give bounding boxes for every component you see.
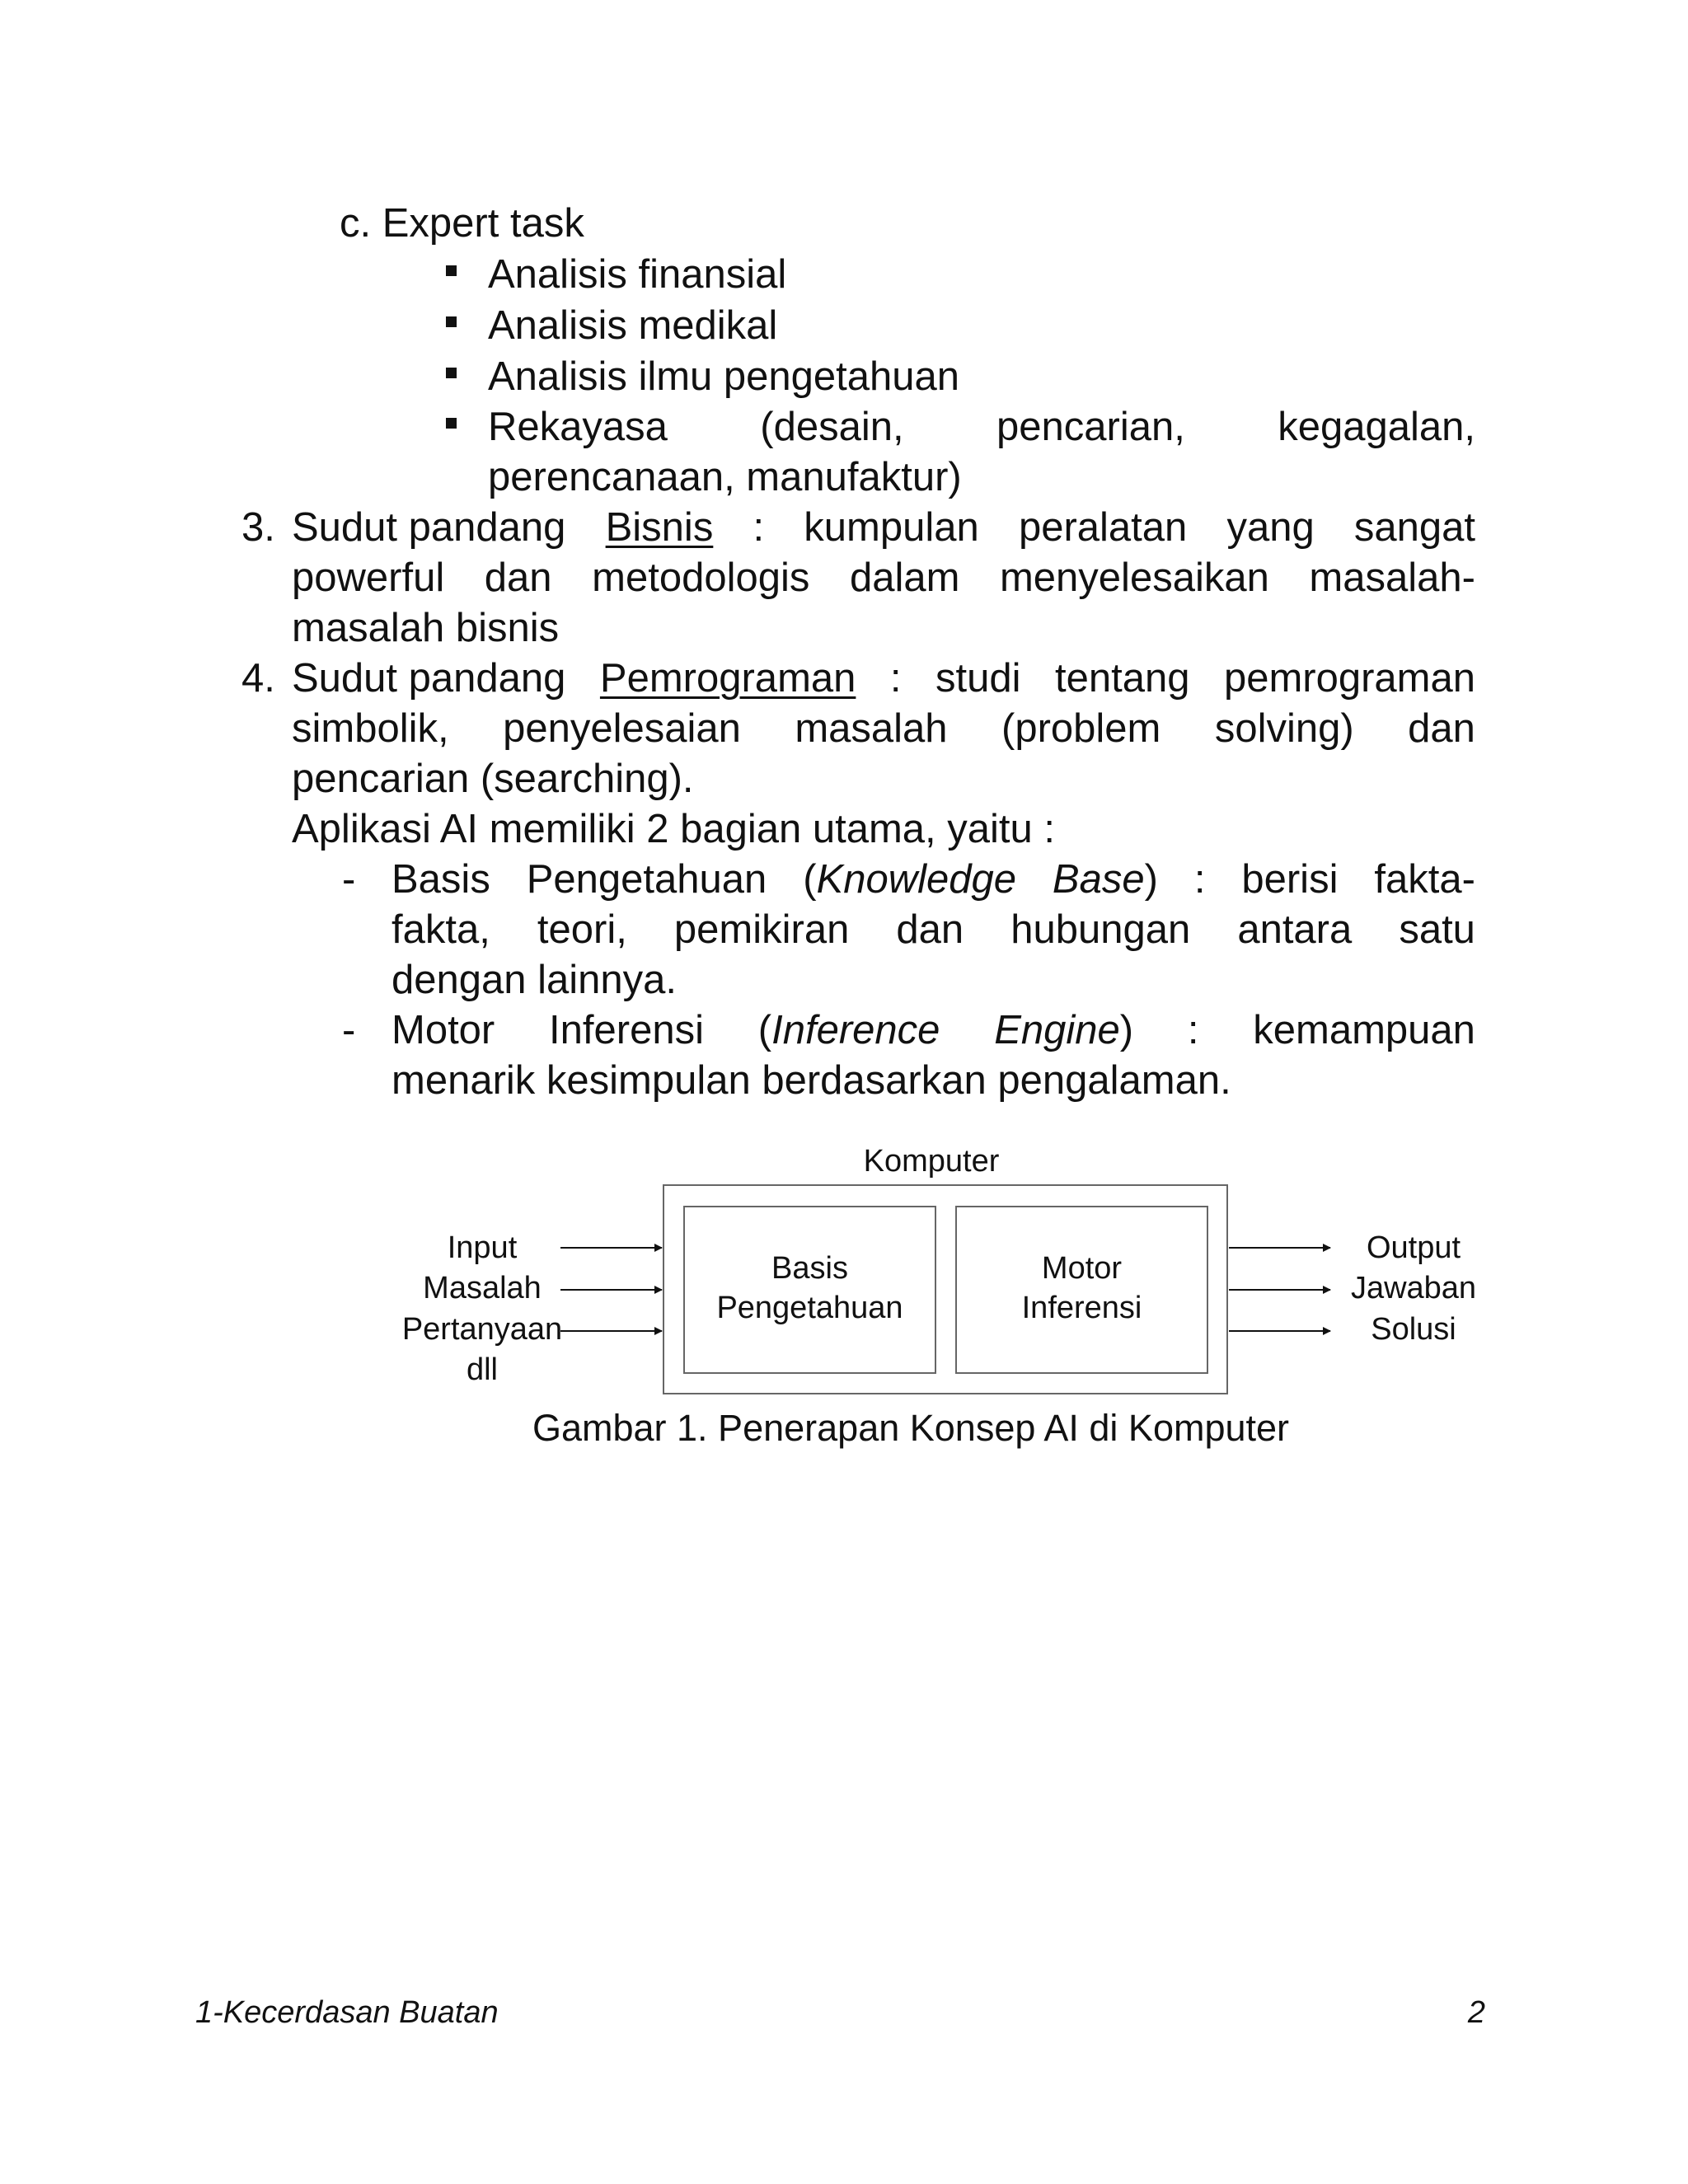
item4-line3: pencarian (searching). <box>292 757 694 801</box>
list-number: 4. <box>241 656 275 701</box>
dash-marker: - <box>342 1008 356 1052</box>
footer-left: 1-Kecerdasan Buatan <box>195 1995 499 2030</box>
dash-marker: - <box>342 857 356 902</box>
bullet-item-rekayasa: Rekayasa (desain, pencarian, kegagalan, <box>488 405 1475 449</box>
item3-line2: powerful dan metodologis dalam menyelesaikan masalah- <box>292 555 1475 600</box>
dash-item1-line1: Basis Pengetahuan (Knowledge Base) : berisi fakta- <box>392 857 1475 902</box>
list-number: 3. <box>241 505 275 550</box>
box2-label-line1: Motor <box>1041 1251 1123 1286</box>
page-number: 2 <box>1467 1995 1485 2030</box>
item3-line3: masalah bisnis <box>292 606 560 650</box>
output-label: Output <box>1366 1230 1461 1265</box>
figure-caption: Gambar 1. Penerapan Konsep AI di Komputer <box>532 1407 1290 1449</box>
input-label: dll <box>466 1352 499 1387</box>
box1-label-line1: Basis <box>771 1251 848 1286</box>
diagram-outer-label: Komputer <box>863 1144 1000 1179</box>
input-label: Pertanyaan <box>401 1312 563 1347</box>
term-inference: Inference <box>771 1008 940 1052</box>
list-marker: c. <box>340 201 372 246</box>
item3-line1: Sudut pandang Bisnis : kumpulan peralatan yang sangat <box>292 505 1475 550</box>
item4-line2: simbolik, penyelesaian masalah (problem solving) dan <box>292 706 1475 751</box>
dash-item1-line2: fakta, teori, pemikiran dan hubungan antara satu <box>392 907 1475 952</box>
box1-label-line2: Pengetahuan <box>716 1291 903 1325</box>
bullet-item: Analisis finansial <box>488 252 787 297</box>
output-label: Jawaban <box>1350 1271 1477 1305</box>
term-pemrograman: Pemrograman <box>599 656 856 701</box>
bullet-item: Analisis ilmu pengetahuan <box>488 354 960 399</box>
list-item-text: Expert task <box>382 201 584 246</box>
term-engine: Engine <box>994 1008 1120 1052</box>
output-label: Solusi <box>1371 1312 1456 1347</box>
item4-line4: Aplikasi AI memiliki 2 bagian utama, yaitu : <box>292 807 1055 851</box>
term-bisnis: Bisnis <box>605 505 714 550</box>
term-knowledge: Knowledge <box>816 857 1016 902</box>
box2-label-line2: Inferensi <box>1021 1291 1142 1325</box>
dash-item1-line3: dengan lainnya. <box>392 958 678 1002</box>
bullet-item-continuation: perencanaan, manufaktur) <box>488 455 962 499</box>
dash-item2-line1: Motor Inferensi (Inference Engine) : kemampuan <box>392 1008 1475 1052</box>
bullet-item: Analisis medikal <box>488 303 778 348</box>
input-label: Input <box>447 1230 518 1265</box>
item4-line1: Sudut pandang Pemrograman : studi tentang pemrograman <box>292 656 1475 701</box>
term-base: Base <box>1052 857 1145 902</box>
input-label: Masalah <box>423 1271 542 1305</box>
dash-item2-line2: menarik kesimpulan berdasarkan pengalaman. <box>392 1058 1231 1103</box>
